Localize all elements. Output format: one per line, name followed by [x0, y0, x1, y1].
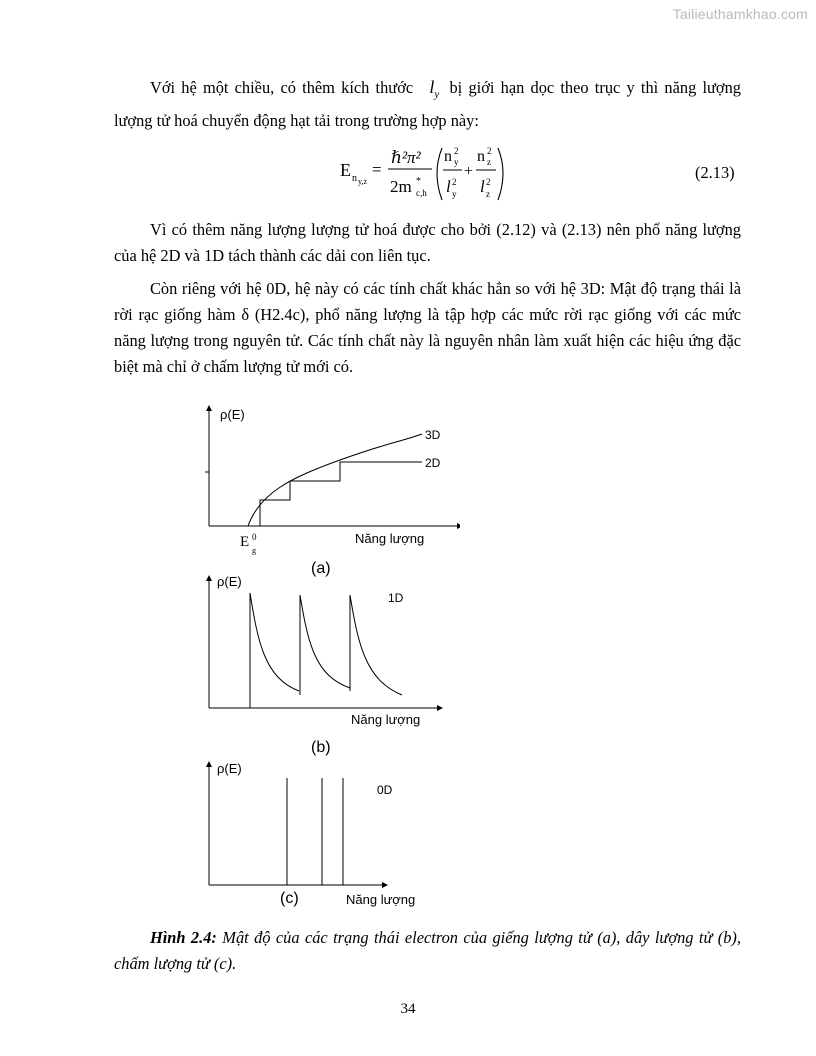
panel-a — [205, 408, 460, 526]
label-3d: 3D — [425, 428, 441, 442]
equation-2-13 — [0, 140, 816, 206]
eg-label: E — [240, 534, 250, 550]
page-number: 34 — [400, 1001, 416, 1017]
eq-lz-sup: 2 — [486, 177, 491, 187]
paragraph-1 — [114, 74, 741, 134]
eq-nz-sup: 2 — [487, 146, 492, 156]
eq-numerator: ℏ²π² — [391, 148, 421, 167]
eq-left-paren — [437, 148, 442, 200]
panel-b-label: (b) — [311, 739, 331, 756]
panel-a-xlabel: Năng lượng — [355, 531, 425, 546]
eq-ny-sup: 2 — [454, 146, 459, 156]
eq-nz: n — [477, 148, 485, 165]
panel-c-ylabel: ρ(E) — [217, 761, 242, 776]
eq-den-sub: c,h — [416, 188, 427, 198]
eq-lz: l — [480, 177, 485, 196]
eq-ly-sub: y — [452, 189, 457, 199]
paragraph-3 — [114, 276, 741, 380]
eq-ly: l — [446, 177, 451, 196]
eq-nz-sub: z — [487, 157, 491, 167]
panel-a-ylabel: ρ(E) — [220, 407, 245, 422]
subband-3 — [350, 595, 402, 695]
eg-sup: 0 — [252, 532, 257, 542]
eg-sub: g — [252, 546, 256, 555]
equation-number: (2.13) — [695, 163, 735, 182]
paragraph-3-text: Còn riêng với hệ 0D, hệ này có các tính chất khác hẳn so với hệ 3D: Mật độ trạng thái là rời rạc giống hàm δ (H2.4c), phổ năng lượng là tập hợp các mức rời rạc giống với các mức năng lượng trong nguyên tử. Các tính chất này là nguyên nhân làm xuất hiện các hiệu ứng đặc biệt mà chỉ ở chấm lượng tử mới có. — [114, 279, 741, 376]
caption-text: Mật độ của các trạng thái electron của giếng lượng tử (a), dây lượng tử (b), chấm lượng tử (c). — [114, 928, 741, 973]
paragraph-1-text-b: bị giới hạn dọc theo trục y thì năng lượng lượng tử hoá chuyển động hạt tải trong trường hợp này: — [114, 78, 741, 130]
curve-2d — [248, 462, 422, 526]
paragraph-2-text: Vì có thêm năng lượng lượng tử hoá được cho bởi (2.12) và (2.13) nên phổ năng lượng của hệ 2D và 1D tách thành các dải con liên tục. — [114, 220, 741, 265]
panel-c-xlabel: Năng lượng — [346, 892, 416, 907]
subband-1 — [250, 593, 299, 708]
paragraph-1-text-a: Với hệ một chiều, có thêm kích thước — [150, 78, 414, 97]
eq-lhs-sub: n — [352, 173, 357, 184]
eq-den-star: * — [416, 176, 421, 187]
eq-lhs-subsub: y,z — [358, 177, 368, 186]
eq-lhs-E: E — [340, 160, 351, 180]
label-0d: 0D — [377, 783, 393, 797]
panel-b-xlabel: Năng lượng — [351, 712, 421, 727]
eq-ny-sub: y — [454, 157, 459, 167]
panel-b-ylabel: ρ(E) — [217, 574, 242, 589]
variable-ly: $l_y$ — [429, 77, 440, 101]
paragraph-2 — [114, 217, 741, 269]
label-2d: 2D — [425, 456, 441, 470]
figure-caption — [114, 925, 741, 977]
caption-label: Hình 2.4: — [150, 928, 217, 947]
eq-right-paren — [498, 148, 503, 200]
panel-b — [209, 578, 440, 708]
watermark: Tailieuthamkhao.com — [672, 6, 808, 22]
eq-ly-sup: 2 — [452, 177, 457, 187]
label-1d: 1D — [388, 591, 404, 605]
figure-2-4 — [200, 398, 460, 910]
curve-3d — [248, 434, 422, 526]
panel-c-label: (c) — [280, 890, 299, 907]
eq-denominator: 2m — [390, 177, 412, 196]
eq-plus: + — [464, 163, 474, 180]
panel-c — [209, 764, 385, 885]
eq-ny: n — [444, 148, 452, 165]
eq-equals: = — [372, 160, 382, 179]
panel-a-label: (a) — [311, 560, 331, 577]
subband-2 — [300, 595, 350, 695]
eq-lz-sub: z — [486, 189, 490, 199]
